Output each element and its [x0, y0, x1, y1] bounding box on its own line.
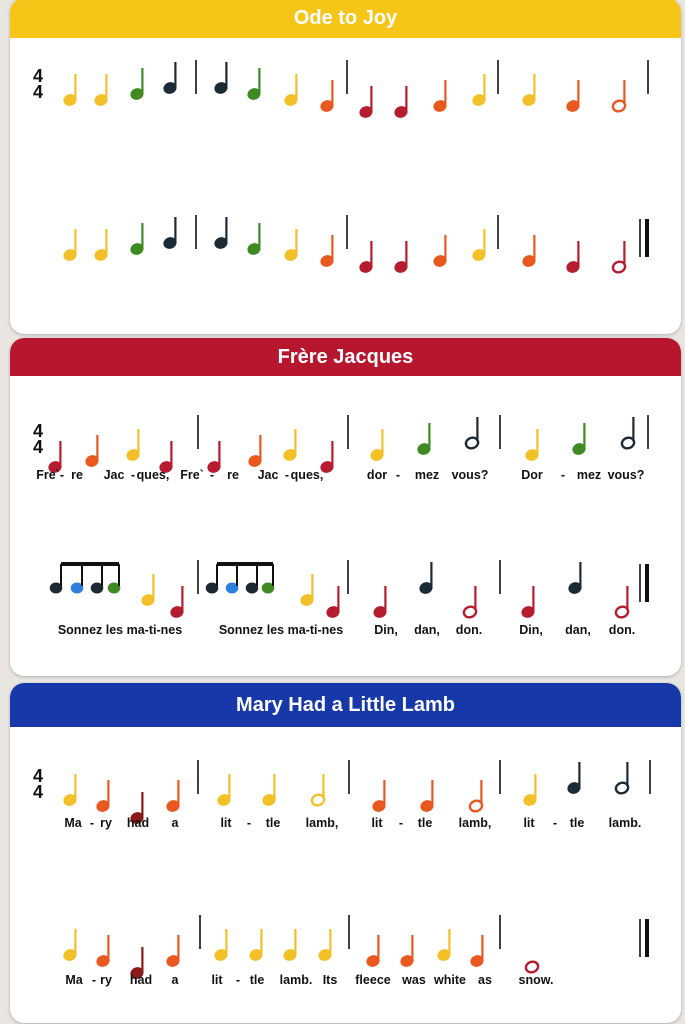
lyric-syllable: mez — [576, 468, 602, 482]
lyric-syllable: as — [478, 973, 492, 987]
song-title-text: Ode to Joy — [293, 6, 398, 29]
lyric-syllable: lit — [211, 973, 223, 987]
lyric-syllable: - — [91, 973, 97, 987]
lyric-syllable: lamb, — [458, 816, 492, 830]
lyric-syllable: tle — [569, 816, 585, 830]
lyric-syllable: dan, — [565, 623, 591, 637]
time-signature-top: 4 — [32, 66, 44, 86]
lyric-syllable: tle — [417, 816, 433, 830]
lyric-syllable: a — [171, 816, 179, 830]
lyric-syllable: ry — [100, 816, 112, 830]
lyric-syllable: lamb. — [279, 973, 313, 987]
lyric-syllable: - — [395, 468, 401, 482]
lyric-syllable: lit — [220, 816, 232, 830]
lyric-syllable: snow. — [518, 973, 554, 987]
lyric-syllable: vous? — [607, 468, 645, 482]
lyric-syllable: ques, — [290, 468, 324, 482]
lyric-syllable: lamb. — [608, 816, 642, 830]
time-signature-bottom: 4 — [32, 82, 44, 102]
time-signature-top: 4 — [32, 766, 44, 786]
lyric-syllable: dan, — [414, 623, 440, 637]
lyric-syllable: lit — [371, 816, 383, 830]
lyric-syllable: was — [402, 973, 426, 987]
lyric-syllable: Sonnez les ma-ti-nes — [218, 623, 344, 637]
lyric-syllable: fleece — [355, 973, 391, 987]
lyric-syllable: Ma — [64, 816, 82, 830]
lyric-syllable: - — [246, 816, 252, 830]
lyric-syllable: tle — [249, 973, 265, 987]
lyric-syllable: had — [129, 973, 153, 987]
lyric-syllable: re — [71, 468, 83, 482]
lyric-syllable: - — [398, 816, 404, 830]
song-title-text: Frère Jacques — [277, 345, 414, 368]
time-signature-top: 4 — [32, 421, 44, 441]
lyric-syllable: - — [130, 468, 136, 482]
lyric-syllable: Jac — [257, 468, 279, 482]
lyric-syllable: a — [171, 973, 179, 987]
lyric-syllable: Ma — [65, 973, 83, 987]
lyric-syllable: vous? — [451, 468, 489, 482]
lyric-syllable: Fre` — [36, 468, 60, 482]
lyric-syllable: - — [209, 468, 215, 482]
time-signature-bottom: 4 — [32, 437, 44, 457]
lyric-syllable: - — [284, 468, 290, 482]
lyric-syllable: mez — [414, 468, 440, 482]
lyric-syllable: had — [126, 816, 150, 830]
lyric-syllable: don. — [455, 623, 483, 637]
lyric-syllable: - — [552, 816, 558, 830]
lyric-syllable: Din, — [519, 623, 543, 637]
lyric-syllable: - — [560, 468, 566, 482]
lyric-syllable: - — [89, 816, 95, 830]
lyric-syllable: Its — [322, 973, 338, 987]
lyric-syllable: Sonnez les ma-ti-nes — [57, 623, 183, 637]
lyric-syllable: white — [434, 973, 466, 987]
lyric-syllable: don. — [608, 623, 636, 637]
lyric-syllable: tle — [265, 816, 281, 830]
lyric-syllable: Din, — [374, 623, 398, 637]
lyric-syllable: Fre` — [180, 468, 204, 482]
lyric-syllable: lit — [523, 816, 535, 830]
lyric-syllable: lamb, — [305, 816, 339, 830]
lyric-syllable: dor — [366, 468, 388, 482]
time-signature-bottom: 4 — [32, 782, 44, 802]
lyric-syllable: - — [235, 973, 241, 987]
lyric-syllable: Dor — [521, 468, 543, 482]
lyric-syllable: - — [59, 468, 65, 482]
song-title-text: Mary Had a Little Lamb — [236, 693, 455, 716]
note-head — [524, 960, 539, 974]
lyric-syllable: re — [227, 468, 239, 482]
lyric-syllable: ques, — [136, 468, 170, 482]
lyric-syllable: ry — [100, 973, 112, 987]
lyric-syllable: Jac — [103, 468, 125, 482]
